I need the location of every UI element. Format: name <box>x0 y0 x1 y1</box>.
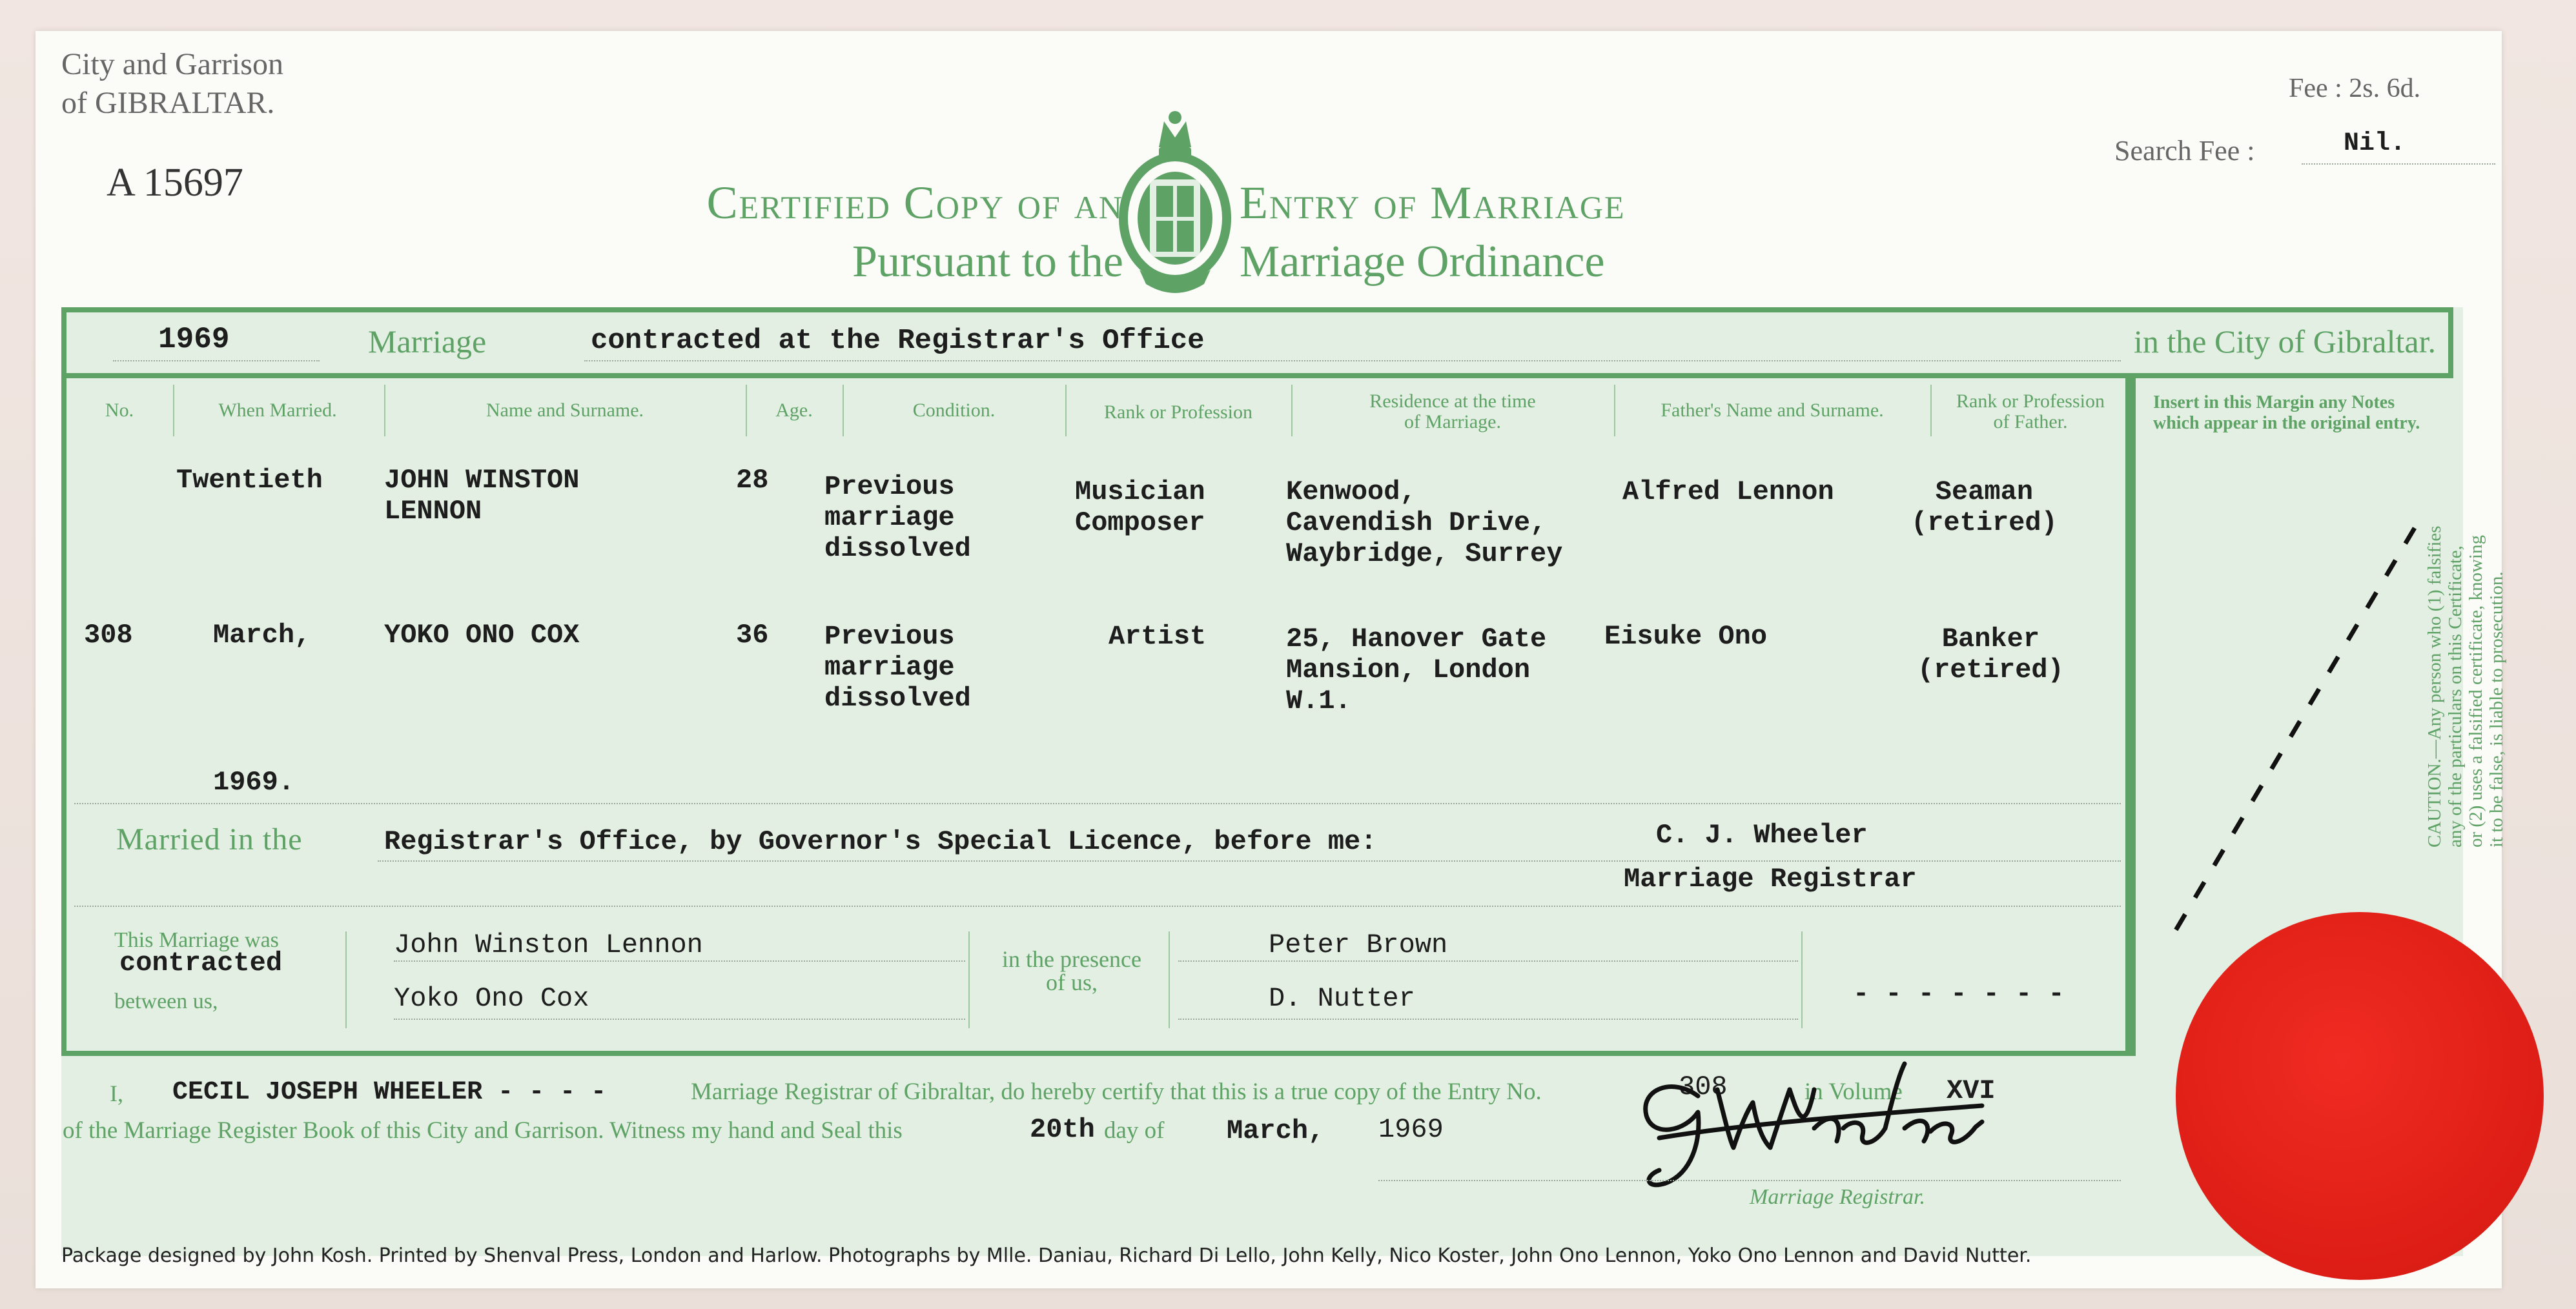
bride-age: 36 <box>736 620 769 651</box>
registrar-title: Marriage Registrar <box>1624 864 1917 895</box>
registrar-name: C. J. Wheeler <box>1656 820 1868 851</box>
cert-month: March, <box>1227 1115 1325 1146</box>
married-in-value: Registrar's Office, by Governor's Special Licence, before me: <box>384 826 1377 857</box>
party-1: John Winston Lennon <box>394 929 703 960</box>
groom-age: 28 <box>736 465 769 496</box>
col-header-father: Father's Name and Surname. <box>1661 400 1884 421</box>
title-right-line-1: Entry of Marriage <box>1240 177 1626 228</box>
signature-title: Marriage Registrar. <box>1750 1185 1925 1209</box>
contracted-label-line-3: between us, <box>114 989 218 1013</box>
groom-father: Alfred Lennon <box>1622 476 1834 507</box>
married-in-label: Married in the <box>116 822 303 857</box>
bride-residence: 25, Hanover Gate Mansion, London W.1. <box>1286 624 1547 716</box>
col-header-condition: Condition. <box>912 400 996 421</box>
bride-condition: Previous marriage dissolved <box>824 621 971 714</box>
search-fee-line <box>2302 163 2495 165</box>
caution-text: CAUTION.—Any person who (1) falsifies any of the particulars on this Certificate, or (2) uses a falsified certificate, knowing it to be false, is liable to prosecution. <box>2424 525 2507 847</box>
royal-crest-icon <box>1114 108 1236 296</box>
issuer-line-2: of GIBRALTAR. <box>61 86 275 120</box>
witness-2: D. Nutter <box>1269 983 1415 1014</box>
title-left-line-1: Certified Copy of an <box>706 177 1123 228</box>
cert-year: 1969 <box>1378 1114 1444 1145</box>
marriage-certificate <box>36 31 2507 1288</box>
presence-label: in the presence of us, <box>1002 946 1141 995</box>
city-label: in the City of Gibraltar. <box>2134 323 2436 360</box>
footer-credits: Package designed by John Kosh. Printed by Shenval Press, London and Harlow. Photographs by Mlle. Daniau, Richard Di Lello, John Kelly, Nico Koster, John Ono Lennon, Yoko Ono Lennon and David Nutter. <box>61 1244 2032 1267</box>
col-header-name: Name and Surname. <box>486 400 644 421</box>
groom-residence: Kenwood, Cavendish Drive, Waybridge, Surrey <box>1286 476 1563 569</box>
bride-profession: Artist <box>1109 621 1207 652</box>
cert-i: I, <box>110 1081 123 1106</box>
marriage-label: Marriage <box>368 323 487 360</box>
groom-condition: Previous marriage dissolved <box>824 471 971 564</box>
bride-name: YOKO ONO COX <box>384 620 580 651</box>
when-day: Twentieth <box>176 465 323 496</box>
dashes: - - - - - - - <box>1853 979 2065 1010</box>
groom-profession: Musician Composer <box>1075 476 1205 538</box>
search-fee-label: Search Fee : <box>2114 135 2255 167</box>
marriage-year: 1969 <box>158 323 230 356</box>
col-header-no: No. <box>105 400 134 421</box>
fee: Fee : 2s. 6d. <box>2289 74 2421 103</box>
groom-name: JOHN WINSTON LENNON <box>384 465 580 527</box>
party-2: Yoko Ono Cox <box>394 983 589 1014</box>
col-header-father-rank: Rank or Profession of Father. <box>1956 391 2105 432</box>
contracted-label-line-2: contracted <box>119 948 283 979</box>
when-month: March, <box>213 620 311 651</box>
cert-day: 20th <box>1030 1114 1095 1145</box>
witness-1: Peter Brown <box>1269 929 1448 960</box>
day-of-label: day of <box>1104 1117 1165 1144</box>
col-header-when: When Married. <box>218 400 337 421</box>
red-seal <box>2176 912 2544 1280</box>
marriage-place: contracted at the Registrar's Office <box>591 325 1205 357</box>
title-left-line-2: Pursuant to the <box>852 237 1123 287</box>
issuer <box>61 45 283 123</box>
col-header-age: Age. <box>775 400 813 421</box>
cert-entry-no: 308 <box>1679 1071 1728 1102</box>
groom-father-rank: Seaman (retired) <box>1911 476 2058 538</box>
in-volume-label: in Volume <box>1804 1079 1903 1105</box>
certificate-number: A 15697 <box>107 161 243 205</box>
col-header-residence: Residence at the time of Marriage. <box>1369 391 1536 432</box>
cert-text-1: Marriage Registrar of Gibraltar, do hereby certify that this is a true copy of the Entry No. <box>691 1079 1542 1105</box>
margin-notes-header: Insert in this Margin any Notes which appear in the original entry. <box>2153 392 2420 433</box>
volume: XVI <box>1947 1075 1996 1106</box>
when-year: 1969. <box>213 767 295 798</box>
registrar-signature <box>1620 1051 2034 1206</box>
bride-father: Eisuke Ono <box>1604 621 1768 652</box>
registrar-full-name: CECIL JOSEPH WHEELER - - - - <box>172 1078 607 1107</box>
col-header-rank: Rank or Profession <box>1104 401 1252 423</box>
contracted-label-line-1: This Marriage was <box>114 928 279 952</box>
bride-father-rank: Banker (retired) <box>1917 624 2064 685</box>
entry-number: 308 <box>84 620 133 651</box>
search-fee-value: Nil. <box>2344 129 2406 158</box>
title-right-line-2: Marriage Ordinance <box>1240 237 1605 287</box>
cert-text-2: of the Marriage Register Book of this City and Garrison. Witness my hand and Seal this <box>63 1117 903 1144</box>
issuer-line-1: City and Garrison <box>61 47 283 81</box>
